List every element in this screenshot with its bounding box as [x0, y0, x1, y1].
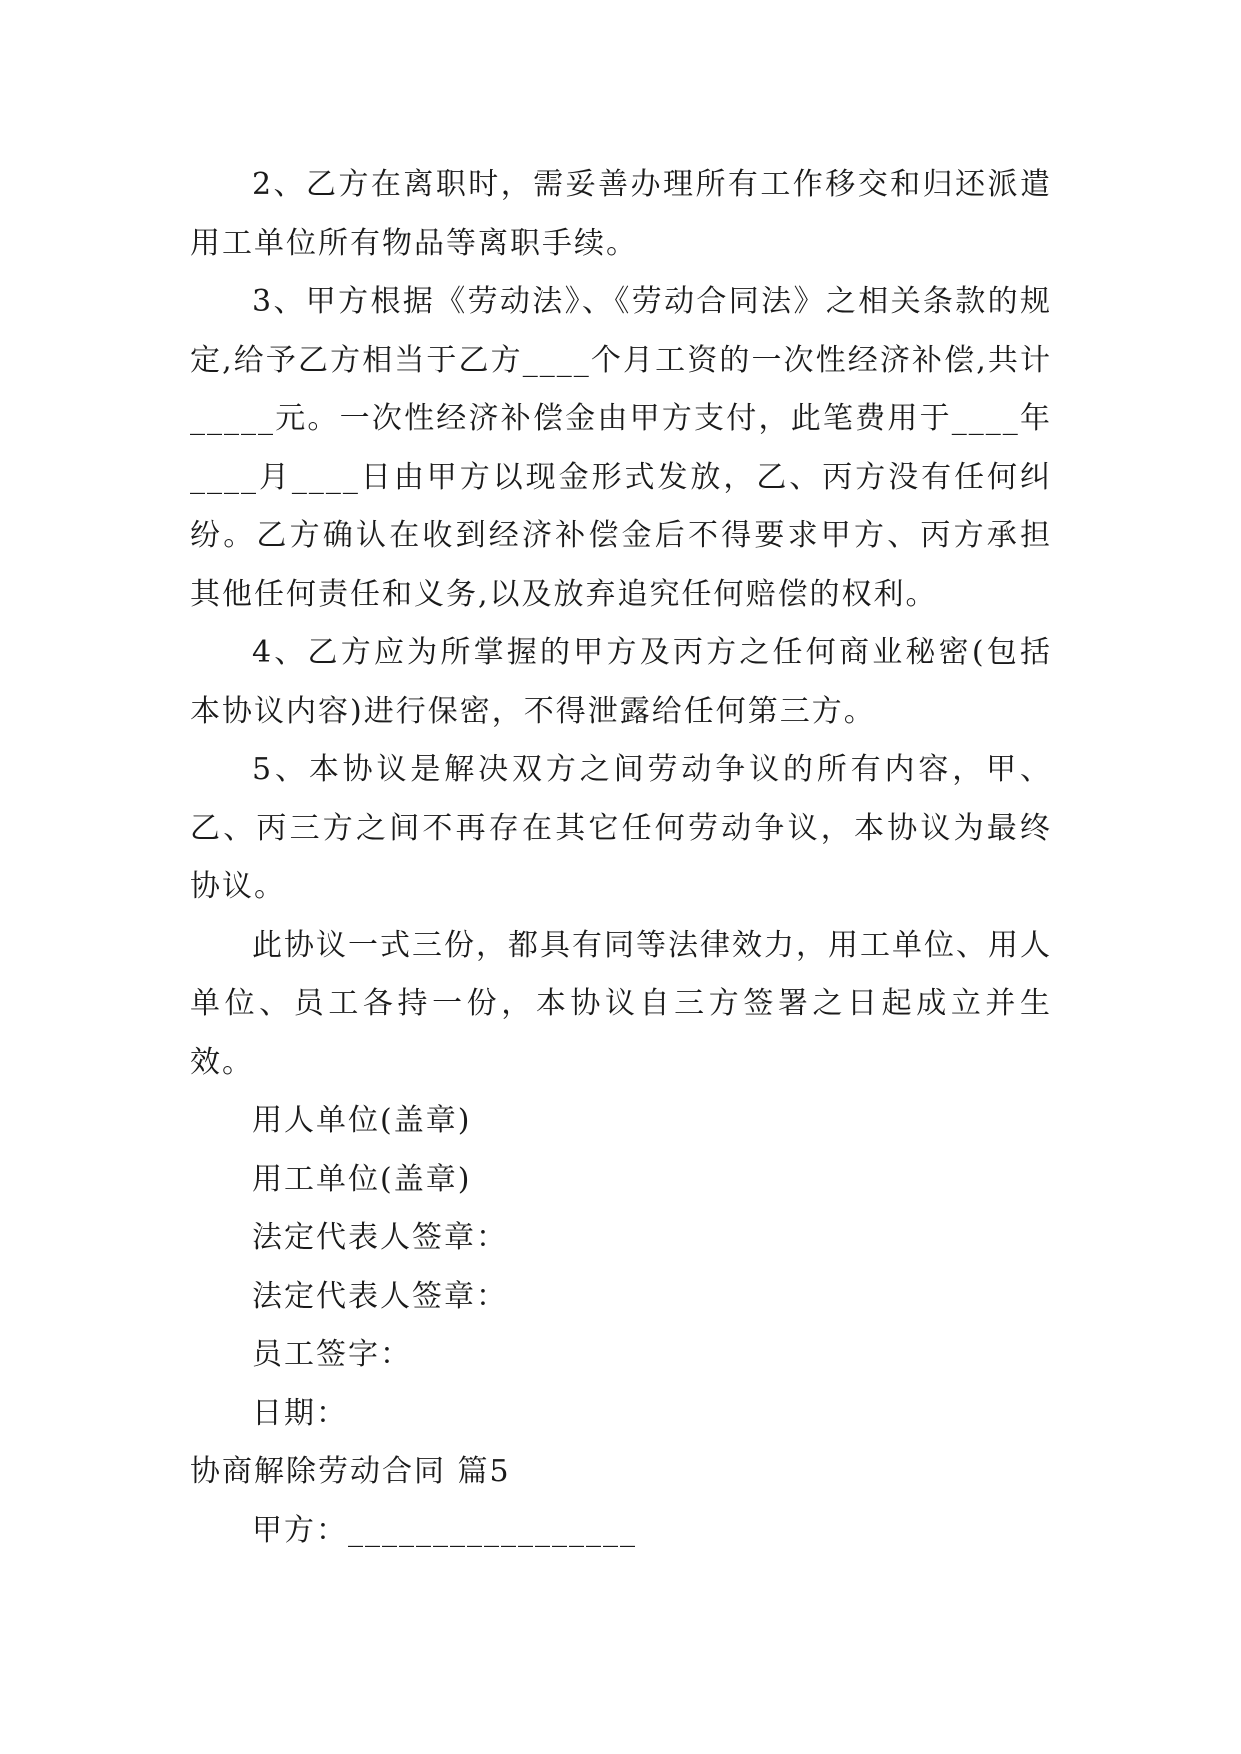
- document-body: [190, 156, 1052, 1560]
- clause-4: 4、乙方应为所掌握的甲方及丙方之任何商业秘密(包括本协议内容)进行保密，不得泄露给任何第三方。: [190, 635, 1052, 729]
- section-heading: 协商解除劳动合同 篇5: [190, 1454, 511, 1489]
- employee-signature-line: 员工签字：: [252, 1337, 412, 1372]
- date-line: 日期：: [252, 1395, 348, 1431]
- clause-3: 3、甲方根据《劳动法》、《劳动合同法》之相关条款的规定,给予乙方相当于乙方____个月工资的一次性经济补偿,共计_____元。一次性经济补偿金由甲方支付，此笔费用于____年____月____日由甲方以现金形式发放，乙、丙方没有任何纠纷。乙方确认在收到经济补偿金后不得要求甲方、丙方承担其他任何责任和义务,以及放弃追究任何赔偿的权利。: [190, 284, 1052, 612]
- clause-2: 2、乙方在离职时，需妥善办理所有工作移交和归还派遣用工单位所有物品等离职手续。: [190, 167, 1052, 261]
- clause-5: 5、本协议是解决双方之间劳动争议的所有内容，甲、乙、丙三方之间不再存在其它任何劳动争议，本协议为最终协议。: [190, 752, 1052, 904]
- party-a-line: 甲方：_________________: [252, 1512, 637, 1548]
- closing-paragraph: 此协议一式三份，都具有同等法律效力，用工单位、用人单位、员工各持一份，本协议自三方签署之日起成立并生效。: [190, 927, 1052, 1080]
- legal-rep-signature-line: 法定代表人签章：: [252, 1220, 508, 1255]
- legal-rep-signature-line-2: 法定代表人签章：: [252, 1278, 508, 1314]
- user-unit-seal-line: 用工单位(盖章): [252, 1161, 472, 1197]
- employer-unit-seal-line: 用人单位(盖章): [252, 1103, 472, 1138]
